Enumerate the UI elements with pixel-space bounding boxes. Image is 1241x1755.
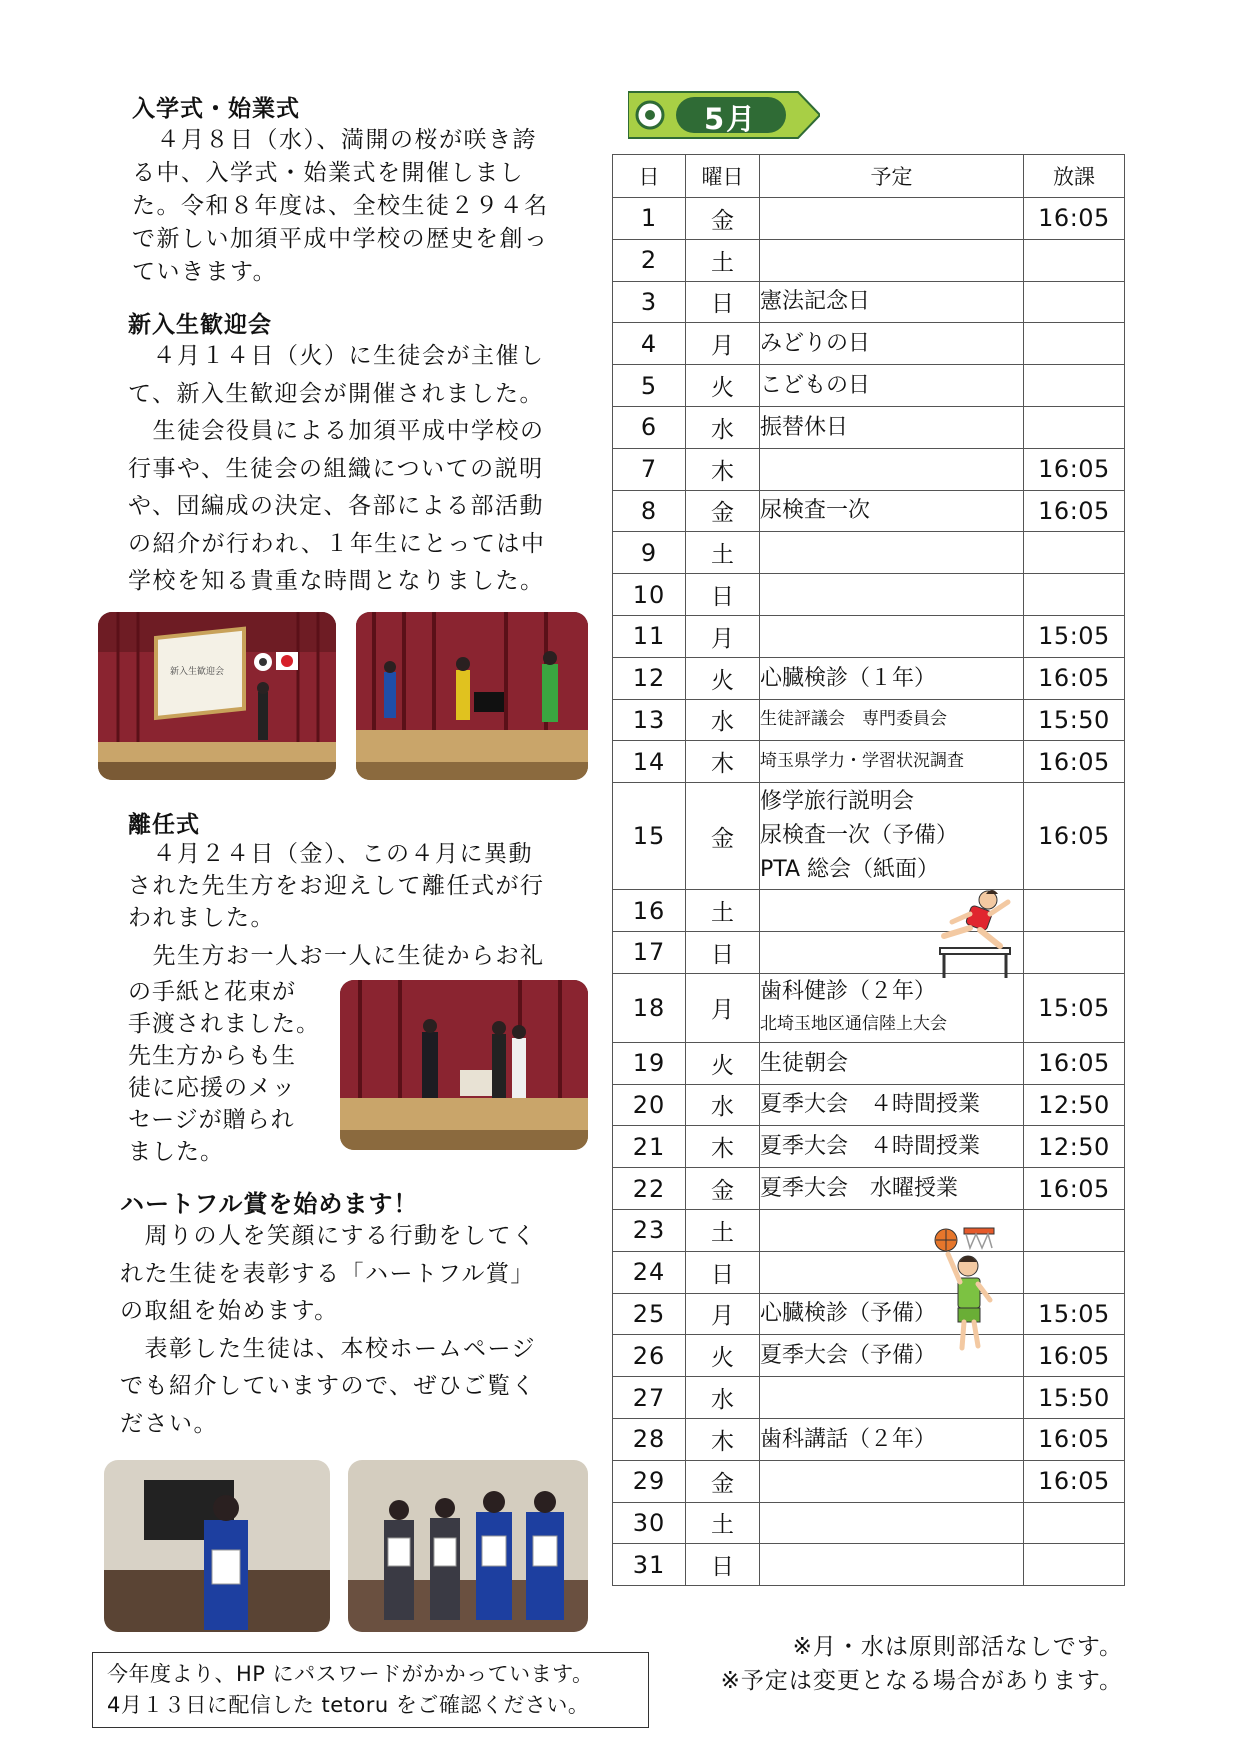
event-cell [760, 532, 1024, 574]
day-number: 1 [613, 198, 686, 240]
notice-line: 今年度より、HP にパスワードがかかっています。 [107, 1662, 594, 1686]
text-line: ４月８日（水）、満開の桜が咲き誇 [132, 127, 537, 153]
day-of-week: 火 [686, 1042, 760, 1084]
day-of-week: 月 [686, 323, 760, 365]
calendar-row [613, 783, 1125, 890]
dismissal-time: 16:05 [1024, 741, 1125, 783]
dismissal-time: 16:05 [1024, 198, 1125, 240]
day-number: 22 [613, 1168, 686, 1210]
text-line: れた生徒を表彰する「ハートフル賞」 [120, 1260, 535, 1287]
text-line: 行事や、生徒会の組織についての説明 [128, 455, 544, 482]
day-of-week: 土 [686, 1209, 760, 1251]
text-line: セージが贈られ [128, 1107, 295, 1133]
heartful-photo-1 [104, 1460, 330, 1632]
calendar-row [613, 1251, 1125, 1293]
dismissal-time [1024, 1209, 1125, 1251]
event-cell [760, 615, 1024, 657]
day-number: 7 [613, 448, 686, 490]
day-of-week: 日 [686, 281, 760, 323]
calendar-header-row [613, 155, 1125, 198]
event-cell [760, 448, 1024, 490]
calendar-row [613, 1377, 1125, 1419]
calendar-row [613, 198, 1125, 240]
event-cell [760, 1502, 1024, 1544]
dismissal-time: 15:50 [1024, 1377, 1125, 1419]
day-number: 16 [613, 890, 686, 932]
event-cell [760, 1418, 1024, 1460]
screen-sign-text: 新入生歓迎会 [170, 667, 225, 677]
event-text: 夏季大会（予備） [760, 1343, 937, 1369]
dismissal-time: 16:05 [1024, 1042, 1125, 1084]
text-line: でも紹介していますので、ぜひご覧く [120, 1373, 537, 1399]
calendar-row [613, 1544, 1125, 1586]
text-line: 生徒会役員による加須平成中学校の [128, 418, 545, 444]
dismissal-time: 16:05 [1024, 1418, 1125, 1460]
day-number: 19 [613, 1042, 686, 1084]
welcome-title: 新入生歓迎会 [128, 312, 272, 338]
calendar-row [613, 699, 1125, 741]
day-number: 14 [613, 741, 686, 783]
event-cell [760, 741, 1024, 783]
may-calendar-table [612, 154, 1125, 1586]
farewell-title: 離任式 [128, 812, 200, 838]
calendar-row [613, 973, 1125, 1042]
day-number: 31 [613, 1544, 686, 1586]
hurdler-illustration [930, 888, 1022, 980]
event-cell [760, 281, 1024, 323]
dismissal-time: 15:50 [1024, 699, 1125, 741]
basketball-illustration [930, 1226, 1006, 1356]
event-cell [760, 239, 1024, 281]
calendar-row [613, 1502, 1125, 1544]
day-of-week: 日 [686, 1251, 760, 1293]
text-line: や、団編成の決定、各部による部活動 [128, 493, 545, 519]
dismissal-time: 16:05 [1024, 1335, 1125, 1377]
event-text: 夏季大会 ４時間授業 [760, 1134, 981, 1160]
event-text: 尿検査一次 [760, 498, 871, 524]
farewell-body [128, 838, 545, 972]
text-line: 表彰した生徒は、本校ホームページ [120, 1335, 537, 1362]
dismissal-time [1024, 323, 1125, 365]
dismissal-time: 16:05 [1024, 490, 1125, 532]
event-cell [760, 198, 1024, 240]
text-line: で新しい加須平成中学校の歴史を創っ [132, 226, 549, 252]
event-text: 生徒評議会 専門委員会 [760, 709, 947, 730]
day-number: 20 [613, 1084, 686, 1126]
text-line: ださい。 [120, 1410, 218, 1437]
day-of-week: 土 [686, 239, 760, 281]
event-cell [760, 574, 1024, 616]
day-number: 9 [613, 532, 686, 574]
text-line: ４月２４日（金）、この４月に異動 [128, 841, 533, 867]
text-line: た。令和８年度は、全校生徒２９４名 [132, 193, 549, 219]
day-of-week: 水 [686, 1084, 760, 1126]
day-number: 12 [613, 657, 686, 699]
heartful-photo-2 [348, 1460, 588, 1632]
calendar-row [613, 741, 1125, 783]
dismissal-time [1024, 1251, 1125, 1293]
calendar-row [613, 1418, 1125, 1460]
text-line: る中、入学式・始業式を開催しまし [132, 160, 524, 186]
header-time: 放課 [1024, 155, 1125, 198]
event-cell [760, 1377, 1024, 1419]
day-of-week: 水 [686, 699, 760, 741]
event-text: PTA 総会（紙面） [760, 857, 940, 883]
text-line: の手紙と花束が [128, 979, 296, 1005]
dismissal-time [1024, 281, 1125, 323]
calendar-row [613, 657, 1125, 699]
dismissal-time: 16:05 [1024, 1460, 1125, 1502]
text-line: 周りの人を笑顔にする行動をしてく [120, 1223, 537, 1249]
dismissal-time [1024, 406, 1125, 448]
dismissal-time [1024, 574, 1125, 616]
farewell-photo [340, 980, 588, 1150]
event-text: 憲法記念日 [760, 289, 871, 315]
text-line: の取組を始めます。 [120, 1298, 339, 1324]
dismissal-time: 15:05 [1024, 973, 1125, 1042]
text-line: 学校を知る貴重な時間となりました。 [128, 568, 545, 594]
text-line: われました。 [128, 905, 275, 931]
day-number: 11 [613, 615, 686, 657]
text-line: の紹介が行われ、１年生にとっては中 [128, 530, 546, 557]
calendar-row [613, 1126, 1125, 1168]
dismissal-time: 16:05 [1024, 1168, 1125, 1210]
dismissal-time [1024, 1544, 1125, 1586]
calendar-row [613, 1209, 1125, 1251]
event-text: 夏季大会 ４時間授業 [760, 1092, 981, 1118]
articles-column [0, 0, 600, 1755]
event-cell [760, 1168, 1024, 1210]
month-label: 5月 [704, 102, 758, 136]
event-text: 歯科健診（２年） [760, 978, 937, 1004]
text-line: ました。 [128, 1139, 224, 1165]
text-line: て、新入生歓迎会が開催されました。 [128, 380, 545, 407]
calendar-row [613, 931, 1125, 973]
dismissal-time: 12:50 [1024, 1126, 1125, 1168]
day-number: 6 [613, 406, 686, 448]
text-line: 先生方お一人お一人に生徒からお礼 [128, 943, 545, 969]
text-line: ていきます。 [132, 259, 278, 285]
calendar-row [613, 1293, 1125, 1335]
event-cell [760, 783, 1024, 890]
calendar-row [613, 406, 1125, 448]
text-line: ４月１４日（火）に生徒会が主催し [128, 343, 545, 369]
day-of-week: 月 [686, 1293, 760, 1335]
event-cell [760, 657, 1024, 699]
day-number: 28 [613, 1418, 686, 1460]
day-of-week: 土 [686, 890, 760, 932]
event-text: 振替休日 [760, 414, 849, 440]
dismissal-time: 16:05 [1024, 448, 1125, 490]
dismissal-time: 15:05 [1024, 615, 1125, 657]
day-number: 29 [613, 1460, 686, 1502]
event-cell [760, 973, 1024, 1042]
day-of-week: 木 [686, 1418, 760, 1460]
day-number: 27 [613, 1377, 686, 1419]
welcome-body [128, 338, 545, 601]
calendar-row [613, 1335, 1125, 1377]
day-of-week: 火 [686, 1335, 760, 1377]
calendar-row [613, 448, 1125, 490]
calendar-row [613, 490, 1125, 532]
event-cell [760, 699, 1024, 741]
dismissal-time: 16:05 [1024, 657, 1125, 699]
notice-line: 4月１３日に配信した tetoru をご確認ください。 [107, 1693, 590, 1717]
day-number: 25 [613, 1293, 686, 1335]
welcome-photo-stage-students [356, 612, 588, 780]
footnote-club: ※月・水は原則部活なしです。 [792, 1634, 1123, 1660]
day-of-week: 月 [686, 615, 760, 657]
day-of-week: 水 [686, 1377, 760, 1419]
dismissal-time [1024, 239, 1125, 281]
day-of-week: 金 [686, 490, 760, 532]
ceremony-title: 入学式・始業式 [132, 96, 300, 122]
event-text: みどりの日 [760, 331, 871, 357]
day-of-week: 金 [686, 783, 760, 890]
dismissal-time [1024, 532, 1125, 574]
day-number: 26 [613, 1335, 686, 1377]
dismissal-time [1024, 1502, 1125, 1544]
text-line: された先生方をお迎えして離任式が行 [128, 873, 545, 899]
day-number: 5 [613, 365, 686, 407]
event-cell [760, 1126, 1024, 1168]
dismissal-time [1024, 890, 1125, 932]
day-number: 21 [613, 1126, 686, 1168]
day-of-week: 火 [686, 657, 760, 699]
calendar-row [613, 574, 1125, 616]
calendar-row [613, 1084, 1125, 1126]
day-of-week: 水 [686, 406, 760, 448]
calendar-row [613, 1042, 1125, 1084]
event-text: 心臓検診（１年） [760, 665, 937, 691]
day-of-week: 日 [686, 931, 760, 973]
event-text: 尿検査一次（予備） [760, 823, 959, 849]
header-event: 予定 [760, 155, 1024, 198]
calendar-row [613, 239, 1125, 281]
calendar-row [613, 1168, 1125, 1210]
day-number: 4 [613, 323, 686, 365]
event-text: 心臓検診（予備） [760, 1301, 937, 1327]
dismissal-time: 12:50 [1024, 1084, 1125, 1126]
text-line: 先生方からも生 [128, 1043, 296, 1069]
farewell-body-wrapped [128, 976, 320, 1168]
event-text: 歯科講話（２年） [760, 1426, 937, 1452]
day-of-week: 木 [686, 741, 760, 783]
calendar-row [613, 890, 1125, 932]
calendar-row [613, 323, 1125, 365]
heartful-body [120, 1218, 537, 1443]
day-of-week: 金 [686, 1168, 760, 1210]
event-cell [760, 490, 1024, 532]
day-of-week: 日 [686, 574, 760, 616]
event-text: こどもの日 [760, 373, 871, 399]
password-notice [92, 1652, 649, 1728]
day-number: 23 [613, 1209, 686, 1251]
day-number: 3 [613, 281, 686, 323]
event-text: 生徒朝会 [760, 1050, 849, 1076]
event-cell [760, 1084, 1024, 1126]
day-of-week: 日 [686, 1544, 760, 1586]
day-number: 2 [613, 239, 686, 281]
month-banner [628, 88, 820, 142]
day-of-week: 金 [686, 198, 760, 240]
dismissal-time: 16:05 [1024, 783, 1125, 890]
calendar-row [613, 532, 1125, 574]
day-of-week: 木 [686, 1126, 760, 1168]
day-of-week: 金 [686, 1460, 760, 1502]
day-number: 8 [613, 490, 686, 532]
event-text: 北埼玉地区通信陸上大会 [760, 1013, 947, 1034]
day-of-week: 土 [686, 532, 760, 574]
day-number: 13 [613, 699, 686, 741]
event-cell [760, 406, 1024, 448]
calendar-row [613, 365, 1125, 407]
header-dow: 曜日 [686, 155, 760, 198]
event-text: 埼玉県学力・学習状況調査 [760, 751, 964, 772]
welcome-photo-stage-screen [98, 612, 336, 780]
calendar-row [613, 1460, 1125, 1502]
event-text: 夏季大会 水曜授業 [760, 1176, 959, 1202]
event-cell [760, 1460, 1024, 1502]
event-cell [760, 365, 1024, 407]
day-number: 17 [613, 931, 686, 973]
dismissal-time [1024, 365, 1125, 407]
event-cell [760, 1544, 1024, 1586]
day-number: 30 [613, 1502, 686, 1544]
heartful-title: ハートフル賞を始めます！ [120, 1190, 419, 1218]
ceremony-body [132, 124, 549, 289]
dismissal-time: 15:05 [1024, 1293, 1125, 1335]
event-cell [760, 323, 1024, 365]
text-line: 手渡されました。 [128, 1011, 320, 1037]
calendar-row [613, 615, 1125, 657]
day-of-week: 土 [686, 1502, 760, 1544]
day-of-week: 木 [686, 448, 760, 490]
dismissal-time [1024, 931, 1125, 973]
day-number: 18 [613, 973, 686, 1042]
event-text: 修学旅行説明会 [760, 789, 915, 815]
calendar-row [613, 281, 1125, 323]
day-of-week: 火 [686, 365, 760, 407]
day-number: 15 [613, 783, 686, 890]
day-number: 24 [613, 1251, 686, 1293]
day-number: 10 [613, 574, 686, 616]
day-of-week: 月 [686, 973, 760, 1042]
header-date: 日 [613, 155, 686, 198]
event-cell [760, 1042, 1024, 1084]
text-line: 徒に応援のメッ [128, 1075, 296, 1101]
footnote-schedule: ※予定は変更となる場合があります。 [720, 1668, 1123, 1694]
